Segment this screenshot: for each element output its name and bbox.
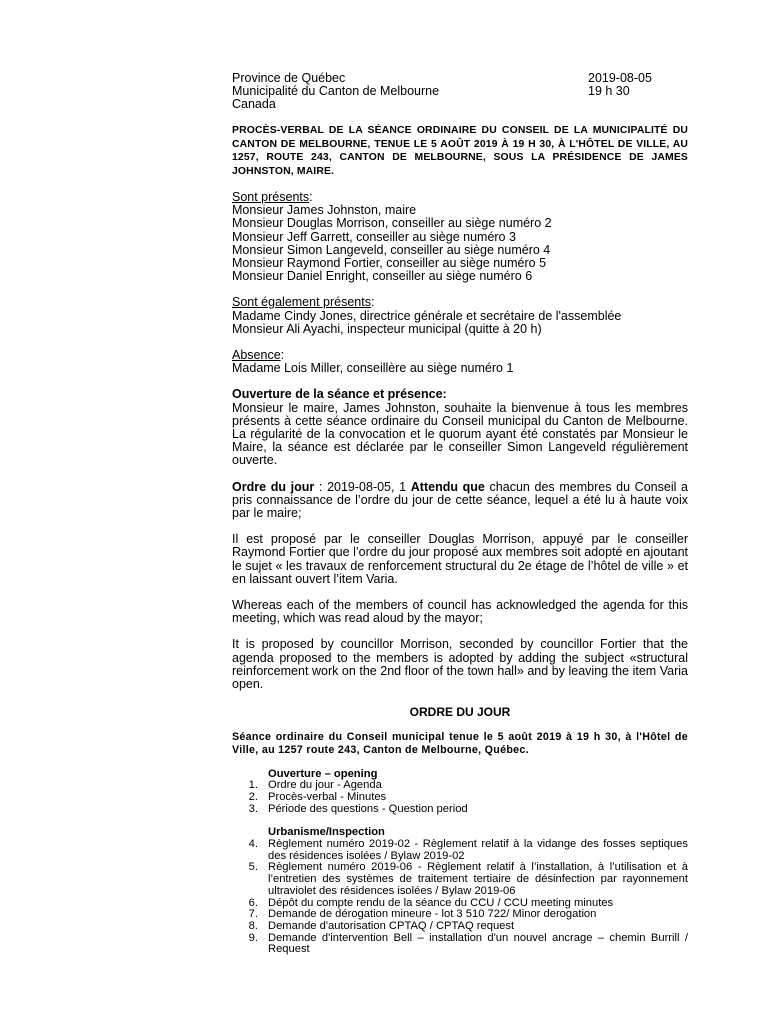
proposed-fr: Il est proposé par le conseiller Douglas Morrison, appuyé par le conseiller Raymond Fortier que l’ordre du jour proposé aux membres soit adopté en ajoutant le sujet « les travaux de renforcement structural du 2e étage de l’hôtel de ville » et en laissant ouvert l’item Varia. xyxy=(232,532,688,586)
agenda-item-text: Règlement numéro 2019-06 - Règlement relatif à l’installation, à l’utilisation et à l’entretien des systèmes de traitement tertiaire de désinfection par rayonnement ultraviolet des résidences isolées / Bylaw 2019-06 xyxy=(268,861,688,897)
agenda-resolution xyxy=(232,481,688,521)
agenda-item-text: Procès-verbal - Minutes xyxy=(268,790,387,803)
agenda-item-text: Demande d'autorisation CPTAQ / CPTAQ request xyxy=(268,919,515,932)
also-present-colon: : xyxy=(370,295,375,310)
agenda-item-number: 4. xyxy=(248,838,258,851)
agenda-item-text: Ordre du jour - Agenda xyxy=(268,779,382,792)
also-present-label: Sont également présents xyxy=(232,295,371,310)
agenda-item xyxy=(232,804,688,816)
agenda-item xyxy=(232,933,688,956)
agenda-item xyxy=(232,839,688,862)
presents-item: Monsieur James Johnston, maire xyxy=(232,203,417,218)
attendu-que: Attendu que xyxy=(410,479,485,494)
presents-item: Monsieur Daniel Enright, conseiller au siège numéro 6 xyxy=(232,269,533,284)
agenda-item-number: 6. xyxy=(248,896,258,909)
document-page xyxy=(232,72,688,956)
proposed-en: It is proposed by councillor Morrison, seconded by councillor Fortier that the agenda proposed to the members is adopted by adding the subject «structural reinforcement work on the 2nd floor of the town hall» and by leaving the item Varia open. xyxy=(232,637,688,692)
agenda-item xyxy=(232,792,688,804)
agenda-item-number: 9. xyxy=(248,931,258,944)
agenda-item-text: Période des questions - Question period xyxy=(268,802,468,815)
absence-section xyxy=(232,349,688,375)
agenda-item-text: Demande d'intervention Bell – installation d'un nouvel ancrage – chemin Burrill / Request xyxy=(268,931,688,956)
agenda-resolution-ref: : 2019-08-05, 1 xyxy=(314,479,411,494)
agenda-item-text: Règlement numéro 2019-02 - Règlement relatif à la vidange des fosses septiques des résidences isolées / Bylaw 2019-02 xyxy=(268,838,688,862)
header-municipality: Municipalité du Canton de Melbourne xyxy=(232,84,440,99)
minutes-title: PROCÈS-VERBAL DE LA SÉANCE ORDINAIRE DU CONSEIL DE LA MUNICIPALITÉ DU CANTON DE MELBOURNE, TENUE LE 5 AOÛT 2019 À 19 H 30, À L'HÔTEL DE VILLE, AU 1257, ROUTE 243, CANTON DE MELBOURNE, SOUS LA PRÉSIDENCE DE JAMES JOHNSTON, MAIRE. xyxy=(232,125,688,177)
agenda-section-title: Urbanisme/Inspection xyxy=(268,826,385,839)
ordre-du-jour-heading: ORDRE DU JOUR xyxy=(409,705,511,720)
presents-item: Monsieur Douglas Morrison, conseiller au siège numéro 2 xyxy=(232,216,552,231)
session-description: Séance ordinaire du Conseil municipal tenue le 5 août 2019 à 19 h 30, à l'Hôtel de Ville, au 1257 route 243, Canton de Melbourne, Québec. xyxy=(232,730,688,756)
also-present-section xyxy=(232,296,688,336)
agenda-resolution-label: Ordre du jour xyxy=(232,479,315,494)
whereas-en: Whereas each of the members of council has acknowledged the agenda for this meeting, which was read aloud by the mayor; xyxy=(232,598,688,626)
agenda-list xyxy=(232,769,688,957)
header-province: Province de Québec xyxy=(232,71,346,85)
opening-heading: Ouverture de la séance et présence: xyxy=(232,387,447,402)
header-time: 19 h 30 xyxy=(588,84,630,99)
agenda-item-number: 7. xyxy=(248,908,258,921)
opening-text: Monsieur le maire, James Johnston, souhaite la bienvenue à tous les membres présents à cette séance ordinaire du Conseil municipal du Canton de Melbourne. La régularité de la convocation et le quorum ayant été constatés par Monsieur le Maire, la séance est déclarée par le conseiller Simon Langeveld régulièrement ouverte. xyxy=(232,400,688,468)
presents-section xyxy=(232,191,688,283)
also-present-item: Madame Cindy Jones, directrice générale et secrétaire de l'assemblée xyxy=(232,308,622,323)
agenda-item-number: 5. xyxy=(248,861,258,874)
agenda-item-number: 3. xyxy=(248,802,258,815)
header-right xyxy=(588,72,652,98)
absence-label: Absence xyxy=(232,348,281,363)
agenda-item xyxy=(232,862,688,897)
header-country: Canada xyxy=(232,97,276,112)
presents-label: Sont présents xyxy=(232,190,310,204)
presents-item: Monsieur Jeff Garrett, conseiller au siège numéro 3 xyxy=(232,229,516,244)
agenda-item-number: 1. xyxy=(248,779,258,792)
agenda-item-text: Demande de dérogation mineure - lot 3 510 722/ Minor derogation xyxy=(268,908,597,921)
also-present-item: Monsieur Ali Ayachi, inspecteur municipal (quitte à 20 h) xyxy=(232,321,542,336)
agenda-item xyxy=(232,921,688,933)
header-left xyxy=(232,72,439,112)
agenda-item-number: 2. xyxy=(248,790,258,803)
opening-section xyxy=(232,388,688,467)
absence-item: Madame Lois Miller, conseillère au siège numéro 1 xyxy=(232,361,514,376)
document-header xyxy=(232,72,688,112)
agenda-resolution-text: chacun des membres du Conseil a pris connaissance de l’ordre du jour de cette séance, lequel a été lu à haute voix par le maire; xyxy=(232,479,688,521)
presents-item: Monsieur Simon Langeveld, conseiller au siège numéro 4 xyxy=(232,242,551,257)
presents-item: Monsieur Raymond Fortier, conseiller au siège numéro 5 xyxy=(232,256,547,271)
header-date: 2019-08-05 xyxy=(588,71,652,85)
agenda-item-number: 8. xyxy=(248,919,258,932)
agenda-section-title: Ouverture – opening xyxy=(268,767,378,780)
agenda-item-text: Dépôt du compte rendu de la séance du CCU / CCU meeting minutes xyxy=(268,896,614,909)
presents-colon: : xyxy=(309,190,313,204)
absence-colon: : xyxy=(280,348,285,363)
